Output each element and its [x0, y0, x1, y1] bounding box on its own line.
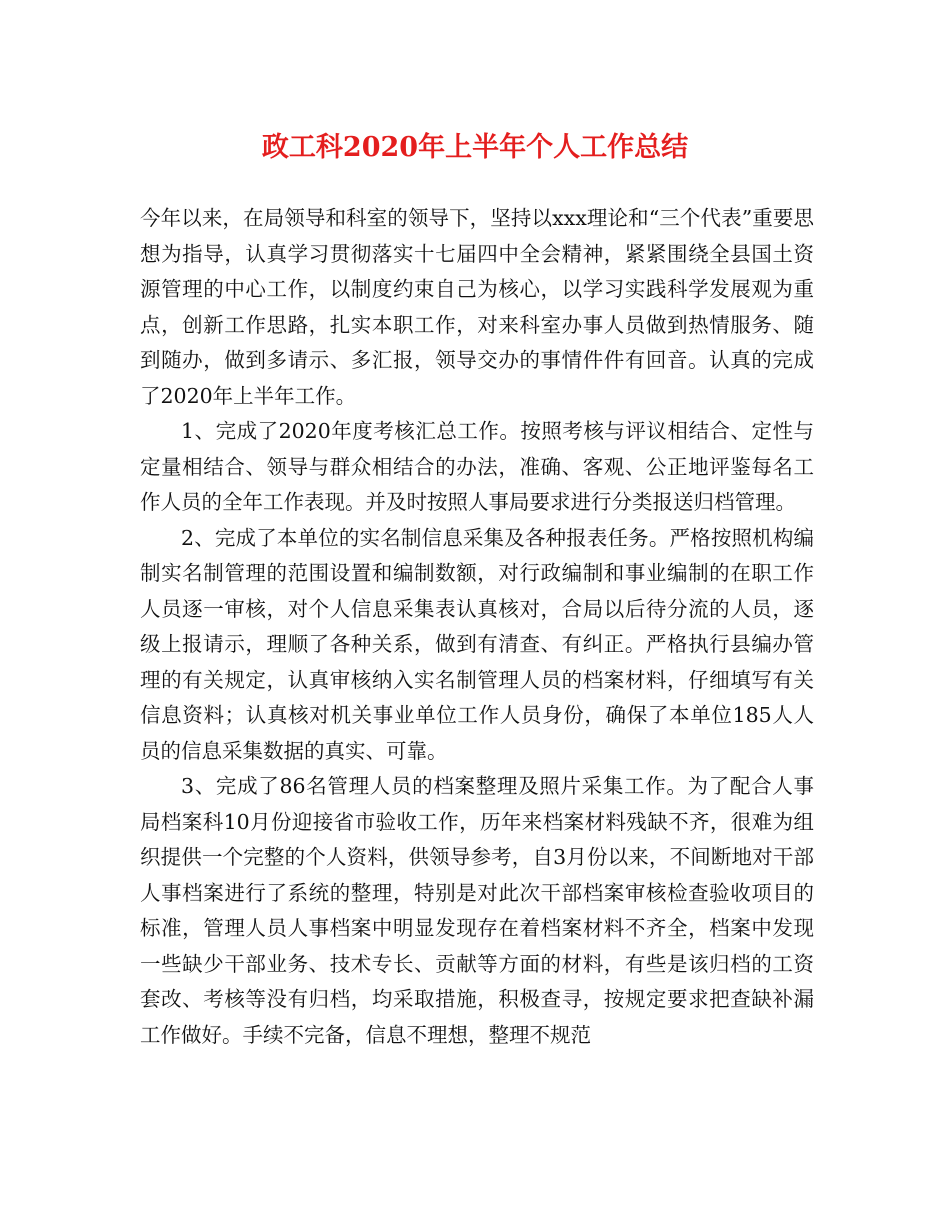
document-title: 政工科2020年上半年个人工作总结 — [261, 132, 689, 163]
paragraph-item-1: 1、完成了2020年度考核汇总工作。按照考核与评议相结合、定性与定量相结合、领导与群众相结合的办法，准确、客观、公正地评鉴每名工作人员的全年工作表现。并及时按照人事局要求进行分类报送归档管理。 — [140, 419, 814, 514]
document-body — [140, 201, 814, 1053]
paragraph-item-2: 2、完成了本单位的实名制信息采集及各种报表任务。严格按照机构编制实名制管理的范围设置和编制数额，对行政编制和事业编制的在职工作人员逐一审核，对个人信息采集表认真核对，合局以后待分流的人员，逐级上报请示，理顺了各种关系，做到有清查、有纠正。严格执行县编办管理的有关规定，认真审核纳入实名制管理人员的档案材料，仔细填写有关信息资料；认真核对机关事业单位工作人员身份，确保了本单位185人人员的信息采集数据的真实、可靠。 — [140, 525, 814, 763]
paragraph-item-3: 3、完成了86名管理人员的档案整理及照片采集工作。为了配合人事局档案科10月份迎接省市验收工作，历年来档案材料残缺不齐，很难为组织提供一个完整的个人资料，供领导参考，自3月份以来，不间断地对干部人事档案进行了系统的整理，特别是对此次干部档案审核检查验收项目的标准，管理人员人事档案中明显发现存在着档案材料不齐全，档案中发现一些缺少干部业务、技术专长、贡献等方面的材料，有些是该归档的工资套改、考核等没有归档，均采取措施，积极查寻，按规定要求把查缺补漏工作做好。手续不完备，信息不理想，整理不规范 — [140, 774, 814, 1047]
paragraph-intro: 今年以来，在局领导和科室的领导下，坚持以xxx理论和“三个代表”重要思想为指导，认真学习贯彻落实十七届四中全会精神，紧紧围绕全县国土资源管理的中心工作，以制度约束自己为核心，以学习实践科学发展观为重点，创新工作思路，扎实本职工作，对来科室办事人员做到热情服务、随到随办，做到多请示、多汇报，领导交办的事情件件有回音。认真的完成了2020年上半年工作。 — [140, 206, 814, 408]
